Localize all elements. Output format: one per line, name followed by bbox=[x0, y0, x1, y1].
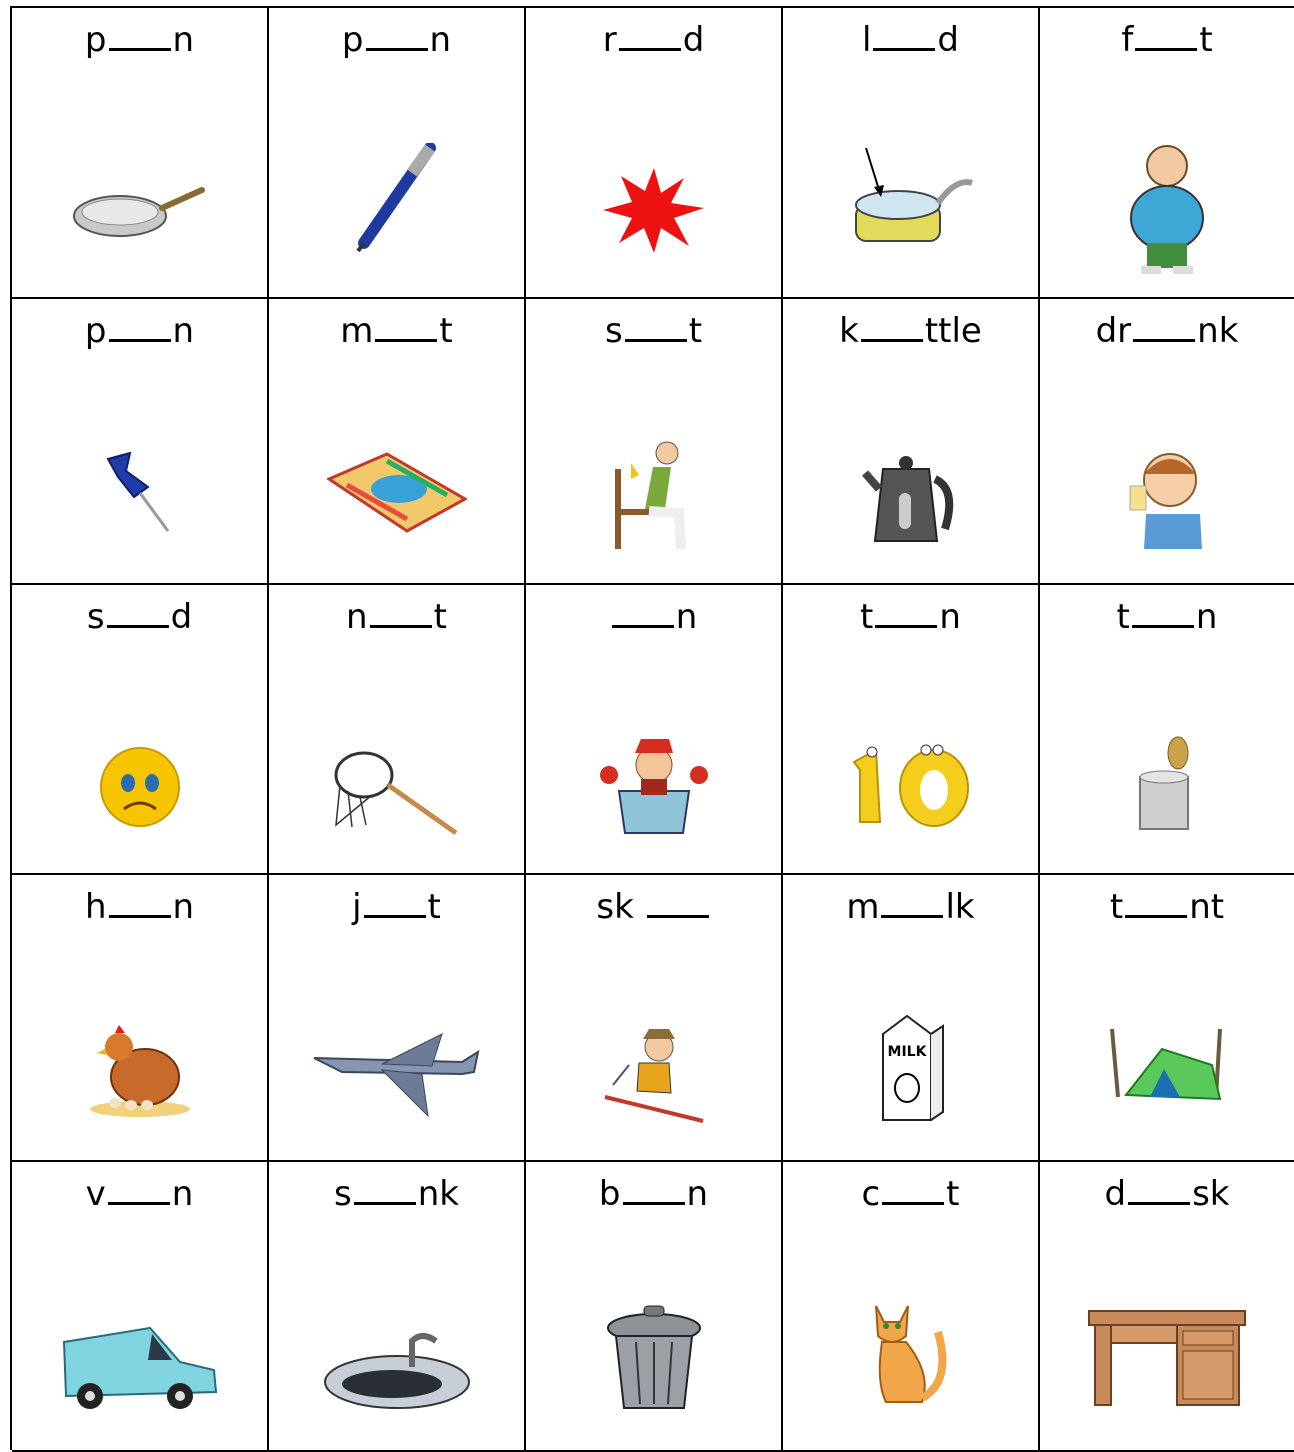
answer-blank[interactable] bbox=[875, 595, 937, 628]
answer-blank[interactable] bbox=[625, 309, 687, 342]
push-pin-icon bbox=[100, 449, 180, 539]
cell-pen bbox=[269, 8, 526, 299]
cat-icon bbox=[866, 1302, 956, 1407]
boy-drinking-icon bbox=[1122, 444, 1212, 554]
tent-icon bbox=[1102, 1025, 1232, 1115]
word-prompt: b n bbox=[598, 1174, 709, 1214]
mat-icon bbox=[327, 449, 467, 539]
word-prompt: p n bbox=[84, 20, 195, 60]
cell-jet bbox=[269, 875, 526, 1162]
kettle-icon bbox=[861, 449, 961, 549]
trash-bin-icon bbox=[604, 1302, 704, 1412]
answer-blank[interactable] bbox=[366, 18, 428, 51]
cell-kettle bbox=[783, 299, 1040, 585]
word-prompt: s nk bbox=[334, 1174, 459, 1214]
word-prompt: v n bbox=[85, 1174, 194, 1214]
cell-milk bbox=[783, 875, 1040, 1162]
answer-blank[interactable] bbox=[109, 18, 171, 51]
word-prompt: d sk bbox=[1104, 1174, 1230, 1214]
cell-van bbox=[12, 1162, 269, 1452]
word-prompt: f t bbox=[1121, 20, 1213, 60]
cell-elf bbox=[526, 585, 783, 875]
cell-pan bbox=[12, 8, 269, 299]
answer-blank[interactable] bbox=[881, 885, 943, 918]
elf-in-box-icon bbox=[599, 735, 709, 835]
cell-ski bbox=[526, 875, 783, 1162]
answer-blank[interactable] bbox=[1132, 595, 1194, 628]
answer-blank[interactable] bbox=[882, 1172, 944, 1205]
hen-icon bbox=[85, 1015, 195, 1120]
answer-blank[interactable] bbox=[612, 595, 674, 628]
answer-blank[interactable] bbox=[364, 885, 426, 918]
skier-icon bbox=[599, 1025, 709, 1125]
answer-blank[interactable] bbox=[107, 595, 169, 628]
cell-net bbox=[269, 585, 526, 875]
cell-tin bbox=[1040, 585, 1294, 875]
cell-mat bbox=[269, 299, 526, 585]
pot-lid-icon bbox=[846, 143, 976, 253]
cell-sad bbox=[12, 585, 269, 875]
word-prompt: l d bbox=[861, 20, 960, 60]
worksheet-grid bbox=[10, 6, 1294, 1450]
tin-can-icon bbox=[1132, 733, 1202, 833]
word-prompt: s d bbox=[86, 597, 193, 637]
sad-face-icon bbox=[98, 745, 182, 829]
cell-drink bbox=[1040, 299, 1294, 585]
cell-desk bbox=[1040, 1162, 1294, 1452]
word-prompt: p n bbox=[84, 311, 195, 351]
cell-pin bbox=[12, 299, 269, 585]
sitting-man-icon bbox=[609, 439, 699, 554]
red-splat-icon bbox=[599, 158, 709, 258]
answer-blank[interactable] bbox=[354, 1172, 416, 1205]
answer-blank[interactable] bbox=[873, 18, 935, 51]
answer-blank[interactable] bbox=[861, 309, 923, 342]
desk-icon bbox=[1087, 1307, 1247, 1407]
word-prompt: k ttle bbox=[839, 311, 982, 351]
cell-sink bbox=[269, 1162, 526, 1452]
word-prompt: t n bbox=[860, 597, 961, 637]
answer-blank[interactable] bbox=[370, 595, 432, 628]
cell-ten bbox=[783, 585, 1040, 875]
milk-label: MILK bbox=[887, 1044, 926, 1060]
answer-blank[interactable] bbox=[375, 309, 437, 342]
answer-blank[interactable] bbox=[1135, 18, 1197, 51]
fat-man-icon bbox=[1117, 138, 1217, 278]
answer-blank[interactable] bbox=[623, 1172, 685, 1205]
pen-icon bbox=[352, 143, 442, 253]
answer-blank[interactable] bbox=[1128, 1172, 1190, 1205]
van-icon bbox=[60, 1322, 220, 1412]
word-prompt: m t bbox=[340, 311, 453, 351]
cell-tent bbox=[1040, 875, 1294, 1162]
word-prompt: p n bbox=[341, 20, 452, 60]
word-prompt: r d bbox=[602, 20, 705, 60]
milk-carton-icon bbox=[871, 1010, 951, 1125]
answer-blank[interactable] bbox=[619, 18, 681, 51]
word-prompt: n bbox=[526, 595, 781, 639]
answer-blank[interactable] bbox=[1125, 885, 1187, 918]
cell-bin bbox=[526, 1162, 783, 1452]
answer-blank[interactable] bbox=[108, 1172, 170, 1205]
word-prompt: dr nk bbox=[1095, 311, 1239, 351]
word-prompt: t nt bbox=[1109, 887, 1225, 927]
number-ten-icon bbox=[846, 740, 976, 830]
answer-blank[interactable] bbox=[109, 309, 171, 342]
cell-fat bbox=[1040, 8, 1294, 299]
word-prompt: t n bbox=[1116, 597, 1218, 637]
frying-pan-icon bbox=[70, 178, 210, 248]
sink-icon bbox=[322, 1327, 472, 1412]
word-prompt: h n bbox=[84, 887, 195, 927]
word-prompt: n t bbox=[346, 597, 447, 637]
cell-sit bbox=[526, 299, 783, 585]
net-icon bbox=[332, 745, 462, 835]
cell-lid bbox=[783, 8, 1040, 299]
jet-icon bbox=[312, 1030, 482, 1120]
answer-blank[interactable] bbox=[647, 885, 709, 918]
word-prompt: j t bbox=[352, 887, 441, 927]
answer-blank[interactable] bbox=[109, 885, 171, 918]
word-prompt: c t bbox=[861, 1174, 960, 1214]
word-prompt: s t bbox=[604, 311, 703, 351]
word-prompt: m lk bbox=[846, 887, 975, 927]
answer-blank[interactable] bbox=[1133, 309, 1195, 342]
cell-cat bbox=[783, 1162, 1040, 1452]
cell-red bbox=[526, 8, 783, 299]
word-prompt: sk bbox=[526, 885, 781, 929]
cell-hen bbox=[12, 875, 269, 1162]
